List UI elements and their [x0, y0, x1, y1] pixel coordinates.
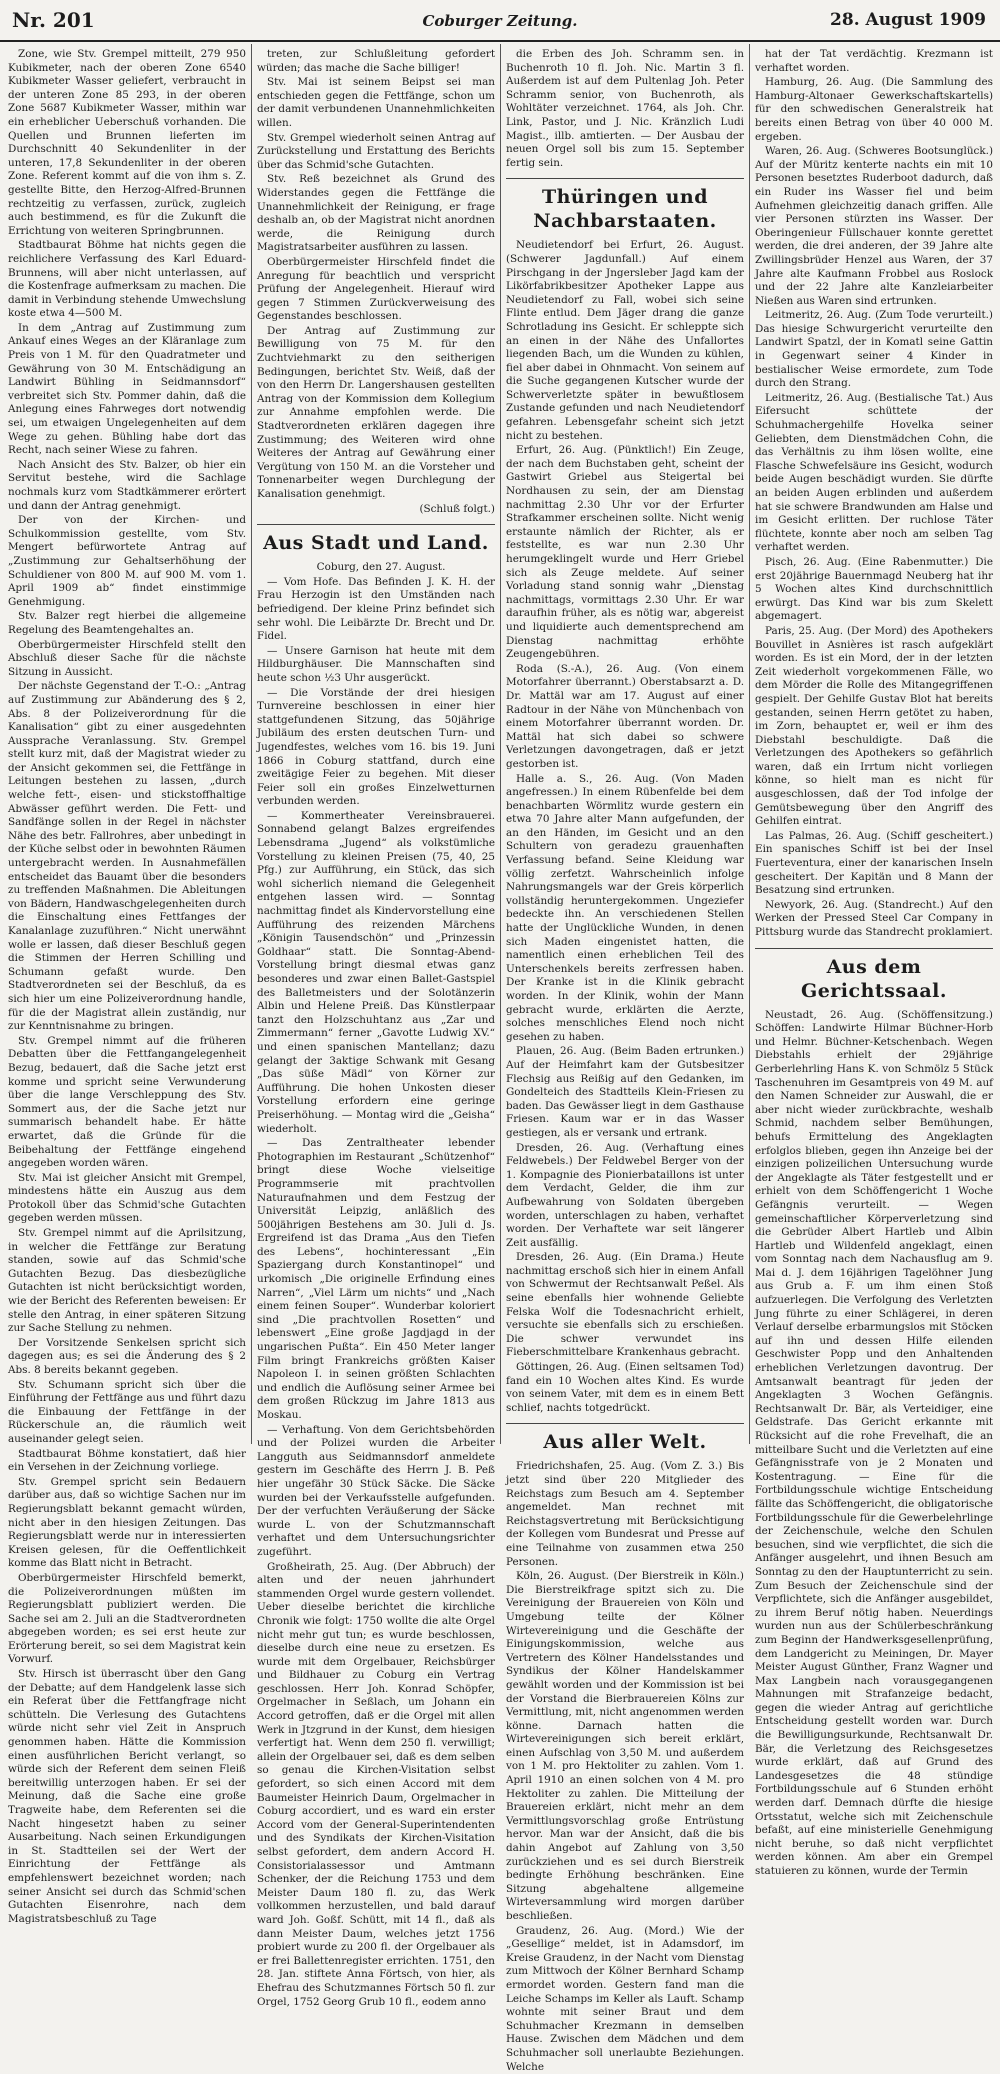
- article-paragraph: Roda (S.-A.), 26. Aug. (Von einem Motorfahrer überrannt.) Oberstabsarzt a. D. Dr. Mattäl war am 17. August auf einer Radtour in der Nähe von Münchenbach von einem Motorfahrer überrannt worden. Dr. Mattäl hat sich dabei so schwere Verletzungen davongetragen, daß er jetzt gestorben ist.: [506, 662, 744, 770]
- article-paragraph: Leitmeritz, 26. Aug. (Bestialische Tat.) Aus Eifersucht schüttete der Schuhmachergehilfe Hovelka seiner Geliebten, dem Dienstmädchen Cohn, die das Verhältnis zu ihm lösen wollte, eine Flasche Schwefelsäure ins Gesicht, wodurch beide Augen beschädigt wurden. Sie dürfte an beiden Augen erblinden und außerdem hat sie schwere Brandwunden am Halse und im Gesicht erlitten. Der ruchlose Täter flüchtete, konnte aber noch am selben Tag verhaftet werden.: [755, 391, 993, 554]
- article-paragraph: — Unsere Garnison hat heute mit dem Hildburghäuser. Die Mannschaften sind heute schon ½3 Uhr ausgerückt.: [257, 644, 495, 684]
- article-paragraph: Stv. Schumann spricht sich über die Einführung der Fettfänge aus und führt dazu die Einbauung der Fettfänge in der Rückerschule an, die räumlich weit auseinander gelegt seien.: [8, 1378, 246, 1445]
- article-paragraph: — Verhaftung. Von dem Gerichtsbehörden und der Polizei wurden die Arbeiter Langguth aus Seidmannsdorf anmeldete gestern im Geschäfte des Herrn J. B. Peß hier ungefähr 30 Stück Säcke. Die Säcke wurden bei der Verkaufsstelle aufgefunden. Der der verfuchten Veräußerung der Säcke wurde L. von der Schutzmannschaft verhaftet und dem Untersuchungsrichter zugeführt.: [257, 1423, 495, 1558]
- column-rule: [251, 44, 252, 1444]
- section-heading: Aus dem Gerichtssaal.: [755, 948, 993, 1003]
- article-paragraph: Oberbürgermeister Hirschfeld findet die Anregung für beachtlich und verspricht Prüfung der Angelegenheit. Hierauf wird gegen 7 Stimmen Zurückverweisung des Gegenstandes beschlossen.: [257, 255, 495, 323]
- article-paragraph: Göttingen, 26. Aug. (Einen seltsamen Tod) fand ein 10 Wochen altes Kind. Es wurde von seinem Vater, mit dem es in einem Bett schlief, nachts totgedrückt.: [506, 1361, 744, 1414]
- article-paragraph: Hamburg, 26. Aug. (Die Sammlung des Hamburg-Altonaer Gewerkschaftskartells) für den schwedischen Generalstreik hat bereits einen Betrag von über 40 000 M. ergeben.: [755, 76, 993, 143]
- article-paragraph: Zone, wie Stv. Grempel mitteilt, 279 950 Kubikmeter, nach der oberen Zone 6540 Kubikmeter Wasser geliefert, verbraucht in der unteren Zone 85 293, in der oberen Zone 5687 Kubikmeter Wasser, mithin war ein erheblicher Ueberschuß vorhanden. Die Quellen und Brunnen lieferten im Durchschnitt 40 Sekundenliter in der unteren, 17,8 Sekundenliter in der oberen Zone. Referent kommt auf die von ihm s. Z. gestellte Bitte, den Herzog-Alfred-Brunnen rechtzeitig zu verfassen, zurück, zugleich auch bestimmend, es für die Zukunft die Errichtung von weiteren Springbrunnen.: [8, 48, 246, 237]
- column-rule: [749, 44, 750, 1444]
- article-paragraph: (Schluß folgt.): [419, 502, 495, 515]
- article-paragraph: Der von der Kirchen- und Schulkommission gestellte, vom Stv. Mengert befürwortete Antrag auf „Zustimmung zur Gehaltserhöhung der Schuldiener von 800 M. auf 900 M. vom 1. April 1909 ab“ findet einstimmige Genehmigung.: [8, 514, 246, 608]
- article-paragraph: — Vom Hofe. Das Befinden J. K. H. der Frau Herzogin ist den Umständen nach befriedigend. Der kleine Prinz befindet sich sehr wohl. Die Leibärzte Dr. Brecht und Dr. Fidel.: [257, 575, 495, 643]
- article-paragraph: Graudenz, 26. Aug. (Mord.) Wie der „Gesellige“ meldet, ist in Adamsdorf, im Kreise Graudenz, in der Nacht vom Dienstag zum Mittwoch der Kölner Bernhard Schamp ermordet worden. Gestern fand man die Leiche Schamps im Keller als Lauft. Schamp wohnte mit seiner Braut und dem Schuhmacher Krezmann in demselben Hause. Zwischen dem Mädchen und dem Schuhmacher soll unerlaubte Beziehungen. Welche: [506, 1924, 744, 2073]
- article-paragraph: Plauen, 26. Aug. (Beim Baden ertrunken.) Auf der Heimfahrt kam der Gutsbesitzer Flechsig aus Reißig auf den Gedanken, im Gondelteich des Stadtteils Klein-Friesen zu baden. Das Gewässer liegt in dem Gasthause Friesen. Kaum war er in das Wasser gestiegen, als er versank und ertrank.: [506, 1045, 744, 1139]
- column-rule: [500, 44, 501, 1444]
- article-paragraph: Stv. Grempel wiederholt seinen Antrag auf Zurückstellung und Erstattung des Berichts über das Schmid'sche Gutachten.: [257, 131, 495, 171]
- article-paragraph: Stv. Mai ist seinem Beipst sei man entschieden gegen die Fettfänge, schon um der damit verbundenen Unannehmlichkeiten willen.: [257, 76, 495, 129]
- article-paragraph: Oberbürgermeister Hirschfeld stellt den Abschluß dieser Sache für die nächste Sitzung in Aussicht.: [8, 638, 246, 678]
- article-paragraph: Erfurt, 26. Aug. (Pünktlich!) Ein Zeuge, der nach dem Buchstaben geht, scheint der Gastwirt Griebel aus Steigertal bei Nordhausen zu sein, der am Dienstag nachmittag 2.30 Uhr vor der Erfurter Strafkammer erscheinen sollte. Nicht wenig erstaunte nämlich der Richter, als er feststellte, es war nun 2.30 Uhr herumgeklingelt wurde und Herr Griebel sich als Zeuge meldete. Auf seiner Vorladung stand sonnig wahr „Dienstag nachmittags, vormittags 2.30 Uhr. Er war daraufhin früher, als es nötig war, abgereist und liquidierte auch dementsprechend am Dienstag nachmittag erhöhte Zeugengebühren.: [506, 444, 744, 661]
- masthead: [0, 0, 1000, 42]
- article-paragraph: — Die Vorstände der drei hiesigen Turnvereine beschlossen in einer hier stattgefundenen Sitzung, das 50jährige Jubiläum des ersten deutschen Turn- und Jugendfestes, welches vom 16. bis 19. Juni 1866 in Coburg stattfand, durch eine zweitägige Feier zu begehen. Mit dieser Feier soll ein großes Einzelwetturnen verbunden werden.: [257, 686, 495, 808]
- article-paragraph: Stv. Grempel spricht sein Bedauern darüber aus, daß so wichtige Sachen nur im Regierungsblatt bekannt gemacht würden, nicht aber in den hiesigen Zeitungen. Das Regierungsblatt werde nur in interessierten Kreisen gelesen, für die Oeffentlichkeit komme das Blatt nicht in Betracht.: [8, 1475, 246, 1570]
- article-paragraph: Stv. Grempel nimmt auf die Aprilsitzung, in welcher die Fettfänge zur Beratung standen, sowie auf das Schmid'sche Gutachten Bezug. Das diesbezügliche Gutachten ist nicht berücksichtigt worden, wie der Bericht des Referenten beweisen: Er stelle den Antrag, in einer späteren Sitzung zur Sache Stellung zu nehmen.: [8, 1227, 246, 1335]
- article-paragraph: Stadtbaurat Böhme hat nichts gegen die reichlichere Verfassung des Karl Eduard-Brunnens, will aber nicht unterlassen, auf die Kostenfrage aufmerksam zu machen. Die damit in Verbindung stehende Umwechslung koste etwa 4—500 M.: [8, 239, 246, 320]
- article-paragraph: Stv. Hirsch ist überrascht über den Gang der Debatte; auf dem Handgelenk lasse sich ein Referat über die Fettfangfrage nicht schütteln. Die Verlesung des Gutachtens würde nicht sehr viel Zeit in Anspruch genommen haben. Hätte die Kommission einen ausführlichen Bericht verlangt, so würde sich der Referent dem seinen Fleiß bereitwillig unterzogen haben. Er sei der Meinung, daß die Sache eine große Tragweite habe, dem Referenten sei die Nacht hingesetzt haben zu seiner Ausarbeitung. Nach seinen Erkundigungen in St. Stadtteilen sei der Wert der Einrichtung der Fettfänge als empfehlenswert bezeichnet worden; nach seiner Ansicht sei durch das Schmid'schen Gutachten Eisenrohre, nach dem Magistratsbeschluß zu Tage: [8, 1668, 246, 1925]
- issue-number: Nr. 201: [12, 8, 95, 32]
- article-paragraph: Der Antrag auf Zustimmung zur Bewilligung von 75 M. für den Zuchtviehmarkt zu den seitherigen Bedingungen, berichtet Stv. Weiß, daß der von den Herrn Dr. Langershausen gestellten Antrag von der Kommission dem Kollegium zur Annahme empfohlen werde. Die Stadtverordneten erklären dagegen ihre Zustimmung; des Weiteren wird ohne Weiteres der Antrag auf Gewährung einer Vergütung von 150 M. an die Vorsteher und Tonnenarbeiter wegen Durchlegung der Kanalisation genehmigt.: [257, 324, 495, 500]
- issue-date: 28. August 1909: [830, 10, 986, 30]
- article-paragraph: Stv. Mai ist gleicher Ansicht mit Grempel, mindestens hätte ein Auszug aus dem Protokoll über das Schmid'sche Gutachten gegeben werden müssen.: [8, 1171, 246, 1225]
- article-paragraph: Las Palmas, 26. Aug. (Schiff gescheitert.) Ein spanisches Schiff ist bei der Insel Fuerteventura, einer der kanarischen Inseln gescheitert. Der Kapitän und 8 Mann der Besatzung sind ertrunken.: [755, 829, 993, 897]
- section-heading: Aus aller Welt.: [506, 1423, 744, 1454]
- article-paragraph: Pisch, 26. Aug. (Eine Rabenmutter.) Die erst 20jährige Bauernmagd Neuberg hat ihr 5 Wochen altes Kind durchschnittlich erwürgt. Das Kind war bis zum Skelett abgemagert.: [755, 555, 993, 623]
- article-paragraph: Nach Ansicht des Stv. Balzer, ob hier ein Servitut bestehe, wird die Sachlage nochmals kurz vom Stadtkämmerer erörtert und dann der Antrag genehmigt.: [8, 458, 246, 512]
- article-paragraph: Dresden, 26. Aug. (Verhaftung eines Feldwebels.) Der Feldwebel Berger von der 1. Kompagnie des Pionierbataillons ist unter dem Verdacht, Gelder, die ihm zur Aufbewahrung von Soldaten übergeben worden, unterschlagen zu haben, verhaftet worden. Der Verhaftete war seit längerer Zeit ausfällig.: [506, 1141, 744, 1249]
- article-paragraph: Neustadt, 26. Aug. (Schöffensitzung.) Schöffen: Landwirte Hilmar Büchner-Horb und Helmr. Büchner-Ketschenbach. Wegen Diebstahls erhielt der 29jährige Gerberlehrling Hans K. von Schmölz 5 Stück Taschenuhren im Gesamtpreis von 49 M. auf den Namen Schneider zur Auswahl, die er aber nicht wieder zurückbrachte, weshalb Schmid, nachdem selber Bemühungen, behufs Ermittelung des Angeklagten erfolglos blieben, gegen ihn Anzeige bei der einzigen polizeilichen Untersuchung wurde der Angeklagte als Täter festgestellt und er erhielt von dem Schöffengericht 1 Woche Gefängnis verurteilt. — Wegen gemeinschaftlicher Körperverletzung sind die Gebrüder Albert Hartleb und Albin Hartleb und Wildenfeld angeklagt, einen vom Sonntag nach dem Nachausflug am 9. Mai d. J. dem 16jährigen Tagelöhner Jung aus Grub a. F. um ihm einen Stoß aufzuerlegen. Die Verfolgung des Verletzten Jung führte zu einer Schlägerei, in deren Verlauf derselbe erbarmungslos mit Stöcken auf ihn und dessen Hilfe eilenden Geschwister Popp und den Anhaltenden erheblichen Verletzungen davontrug. Der Amtsanwalt beantragt für jeden der Angeklagten 3 Wochen Gefängnis. Rechtsanwalt Dr. Bär, als Verteidiger, eine Geldstrafe. Das Gericht erkannte mit Rücksicht auf die rohe Frevelhaft, die an mitteilbare Sucht und die Verletzten auf eine Gefängnisstrafe von je 2 Monaten und Kostentragung. — Eine für die Fortbildungsschule wichtige Entscheidung fällte das Schöffengericht, die obligatorische Fortbildungsschule für die Gewerbelehrlinge der Zeichenschule, welche den Schulen besuchen, sind wie verpflichtet, die sich die Anfänger ausgelehrt, und ihnen Besuch am Sonntag zu den der Hauptunterricht zu sein. Zum Besuch der Zeichenschule sind der Verpflichtete, sich die Anfänger ausgebildet, zu ihrem Beruf nötig haben. Neuerdings wurden nun aus der Schülerbeschränkung zum Beginn der Handwerksgesellenprüfung, dem Landgericht zu Meiningen, Dr. Mayer Meister August Günther, Franz Wagner und Max Langbein nach vorausgegangenen Mahnungen mit Strafanzeige bedacht, gegen die wieder Antrag auf gerichtliche Entscheidung gestellt worden war. Durch die Bewilligungsurkunde, Rechtsanwalt Dr. Bär, die Verletzung des Reichsgesetzes wurde erklärt, daß auf Grund des Landesgesetzes die 48 stündige Fortbildungsschule auf 6 Stunden erhöht werden darf. Demnach dürfte die hiesige Ortsstatut, welche sich mit Zeichenschule befaßt, auf eine ministerielle Genehmigung nicht beruhe, so daß nicht verpflichtet werden können. Am aber ein Grempel statuieren zu können, wurde der Termin: [755, 1008, 993, 1877]
- column-4: [755, 48, 993, 1877]
- article-paragraph: — Das Zentraltheater lebender Photographien im Restaurant „Schützenhof“ bringt diese Woche vielseitige Programmserie mit prachtvollen Naturaufnahmen und dem Festzug der Universität Leipzig, anläßlich des 500jährigen Bestehens am 30. Juli d. Js. Ergreifend ist das Drama „Aus den Tiefen des Lebens“, hochinteressant „Ein Spaziergang durch Konstantinopel“ und urkomisch „Die originelle Erfindung eines Narren“, „Viel Lärm um nichts“ und „Nach einem feinen Souper“. Wunderbar koloriert sind „Die prachtvollen Rosetten“ und lebenswert „Eine große Jagdjagd in der ungarischen Pußta“. Ein 450 Meter langer Film bringt Frankreichs größten Kaiser Napoleon I. in seinen größten Schlachten und endlich die Auflösung seiner Armee bei dem großen Rückzug im Jahre 1813 aus Moskau.: [257, 1137, 495, 1421]
- article-paragraph: Großheirath, 25. Aug. (Der Abbruch) der alten und der neuen jahrhundert stammenden Orgel wurde gestern vollendet. Ueber dieselbe berichtet die kirchliche Chronik wie folgt: 1750 wollte die alte Orgel nicht mehr gut tun; es wurde beschlossen, dieselbe durch eine neue zu ersetzen. Es wurde mit dem Orgelbauer, Reichsbürger und Bildhauer zu Coburg ein Vertrag geschlossen. Herr Joh. Konrad Schöpfer, Orgelmacher in Seßlach, um Johann ein Accord getroffen, daß er die Orgel mit allen Werk in Jtzgrund in der Kunst, dem hiesigen verfertigt hat. Wenn dem 250 fl. verwilligt; allein der Orgelbauer sei, daß es dem selben so genau die Kirchen-Visitation selbst gefordert, so sich einen Accord mit dem Baumeister Heinrich Daum, Orgelmacher in Coburg accordiert, und es ward ein erster Accord vom der General-Superintendenten und des Syndikats der Kirchen-Visitation selbst gefordert, dem andern Accord H. Consistorialassessor und Amtmann Schenker, der die Reichung 1753 und dem Meister Daum 180 fl. zu, das Werk vollkommen herzustellen, und bald darauf ward Joh. Goßf. Schütt, mit 14 fl., daß als dann Meister Daum, welches jetzt 1756 probiert wurde zu 200 fl. der Orgelbauer als er frei Ballettenregister errichten. 1751, den 28. Jan. stiftete Anna Förtsch, von hier, als Ehefrau des Schutzmannes Förtsch 50 fl. zur Orgel, 1752 Georg Grub 10 fl., eodem anno: [257, 1560, 495, 2008]
- article-paragraph: Stadtbaurat Böhme konstatiert, daß hier ein Versehen in der Zeichnung vorliege.: [8, 1447, 246, 1474]
- article-paragraph: Leitmeritz, 26. Aug. (Zum Tode verurteilt.) Das hiesige Schwurgericht verurteilte den Landwirt Spatzl, der in Komatl seine Gattin in Gegenwart seiner 4 Kinder in bestialischer Weise ermordete, zum Tode durch den Strang.: [755, 309, 993, 390]
- article-paragraph: Stv. Grempel nimmt auf die früheren Debatten über die Fettfangangelegenheit Bezug, bedauert, daß die Sache jetzt erst komme und spricht seine Verwunderung über die lange Verschleppung des Stv. Sommert aus, der die Sache jetzt nur summarisch behandelt habe. Er hätte erwartet, daß die Gründe für die Beibehaltung der Fettfänge eingehend angegeben worden wären.: [8, 1034, 246, 1170]
- article-paragraph: Köln, 26. August. (Der Bierstreik in Köln.) Die Bierstreikfrage spitzt sich zu. Die Vereinigung der Brauereien von Köln und Umgebung teilte der Kölner Wirtevereinigung und die Geschäfte der Einigungskommission, welche aus Vertretern des Kölner Handelsstandes und Syndikus der Kölner Handelskammer gewählt worden und der Kommission ist bei der Vorstand die Bierbrauereien Kölns zur Vermittlung, mit, nicht angenommen werden könne. Darnach hatten die Wirtevereinigungen sich bereit erklärt, einen Aufschlag von 3,50 M. und außerdem von 1 M. pro Hektoliter zu zahlen. Vom 1. April 1910 an einen solchen von 4 M. pro Hektoliter zu zahlen. Die Mitteilung der Brauereien erklärt, nicht mehr an dem Vermittlungsvorschlag große Entrüstung hervor. Man war der Ansicht, daß die bis dahin Angebot auf Zahlung von 3,50 zurückziehen und es sei durch Bierstreik bedingte Erhöhung beschränken. Eine Sitzung abgehaltene allgemeine Wirteversammlung wird morgen darüber beschließen.: [506, 1570, 744, 1922]
- article-paragraph: In dem „Antrag auf Zustimmung zum Ankauf eines Weges an der Kläranlage zum Preis von 1 M. für den Quadratmeter und Gewährung von 30 M. Entschädigung an Landwirt Bühling in Seidmannsdorf“ verbreitet sich Stv. Pommer dahin, daß die Anlegung eines Fahrweges dort notwendig sei, um etwaigen Ungelegenheiten auf dem Wege zu gehen. Bühling habe dort das Recht, nach seiner Wiese zu fahren.: [8, 321, 246, 457]
- article-paragraph: — Kommertheater Vereinsbrauerei. Sonnabend gelangt Balzes ergreifendes Lebensdrama „Jugend“ als volkstümliche Vorstellung zu kleinen Preisen (75, 40, 25 Pfg.) zur Aufführung, ein Stück, das sich wohl sicherlich niemand die Gelegenheit entgehen lassen wird. — Sonntag nachmittag findet als Kindervorstellung eine Aufführung des reizenden Märchens „Königin Tausendschön“ und „Prinzessin Goldhaar“ statt. Die Sonntag-Abend-Vorstellung bringt diesmal etwas ganz besonderes und zwar einen Ballet-Gastspiel des Balletmeisters und der Solotänzerin Albin und Helene Preiß. Das Künstlerpaar tanzt den Holzschuhtanz aus „Zar und Zimmermann“ ferner „Gavotte Ludwig XV.“ und einen spanischen Mantellanz; dazu gelangt der 3aktige Schwank mit Gesang „Das süße Mädl“ von Körner zur Aufführung. Die hohen Unkosten dieser Vorstellung erfordern eine geringe Preiserhöhung. — Montag wird die „Geisha“ wiederholt.: [257, 809, 495, 1135]
- article-paragraph: Neudietendorf bei Erfurt, 26. August. (Schwerer Jagdunfall.) Auf einem Pirschgang in der Jngersleber Jagd kam der Likörfabrikbesitzer Apotheker Lappe aus Neudietendorf zu Fall, wobei sich seine Flinte entlud. Dem Jäger drang die ganze Schrotladung ins Gesicht. Er schleppte sich an einen in der Nähe des Unfallortes liegenden Bach, um die Wunden zu kühlen, fiel aber dabei in Ohnmacht. Von seinem auf die Suche gegangenen Kutscher wurde der Schwerverletzte später in bewußtlosem Zustande gefunden und nach Neudietendorf gefahren. Lebensgefahr scheint sich jetzt nicht zu bestehen.: [506, 239, 744, 442]
- article-paragraph: Newyork, 26. Aug. (Standrecht.) Auf den Werken der Pressed Steel Car Company in Pittsburg wurde das Standrecht proklamiert.: [755, 898, 993, 938]
- section-heading: Thüringen und Nachbarstaaten.: [506, 178, 744, 233]
- newspaper-title: Coburger Zeitung.: [422, 12, 578, 30]
- column-3: [506, 48, 744, 2073]
- article-paragraph: die Erben des Joh. Schramm sen. in Buchenroth 10 fl. Joh. Nic. Martin 3 fl. Außerdem ist auf dem Pultenlag Joh. Peter Schramm senior, von Buchenroth, als Wohltäter verzeichnet. 1764, als Joh. Chr. Link, Pastor, und J. Nic. Kränzlich Ludi Magist., illb. amtierten. — Der Ausbau der neuen Orgel soll bis zum 15. September fertig sein.: [506, 48, 744, 169]
- section-heading: Aus Stadt und Land.: [257, 524, 495, 555]
- article-paragraph: Stv. Reß bezeichnet als Grund des Widerstandes gegen die Fettfänge die Unannehmlichkeit der Reinigung, er frage deshalb an, ob der Magistrat nicht anordnen werde, die Reinigung durch Magistratsarbeiter ausführen zu lassen.: [257, 173, 495, 254]
- dateline: Coburg, den 27. August.: [316, 561, 446, 574]
- article-paragraph: Halle a. S., 26. Aug. (Von Maden angefressen.) In einem Rübenfelde bei dem benachbarten Wörmlitz wurde gestern ein etwa 70 Jahre alter Mann aufgefunden, der an den Händen, im Gesicht und an den Schultern von geradezu grauenhaften Verfassung befand. Seine Kleidung war völlig zerfetzt. Wahrscheinlich infolge Nahrungsmangels war der Greis körperlich vollständig heruntergekommen. Ungeziefer bedeckte ihn. An verschiedenen Stellen hatte der Unglückliche Wunden, in denen sich Maden eingenistet hatten, die namentlich einen erheblichen Teil des Unterschenkels bereits zerfressen haben. Der Kranke ist in die Klinik gebracht worden. In der Klinik, wohin der Mann gebracht wurde, erklärten die Aerzte, solches menschliches Elend noch nicht gesehen zu haben.: [506, 772, 744, 1043]
- article-paragraph: Dresden, 26. Aug. (Ein Drama.) Heute nachmittag erschoß sich hier in einem Anfall von Schwermut der Rechtsanwalt Peßel. Als seine ebenfalls hier wohnende Geliebte Felska Wolf die Todesnachricht erhielt, versuchte sie ebenfalls sich zu erschießen. Die schwer verwundet ins Fieberschmittelbare Krankenhaus gebracht.: [506, 1251, 744, 1359]
- article-paragraph: Der nächste Gegenstand der T.-O.: „Antrag auf Zustimmung zur Abänderung des § 2, Abs. 8 der Polizeiverordnung für die Kanalisation“ gibt zu einer ausgedehnten Aussprache Veranlassung. Stv. Grempel stellt kurz mit, daß der Magistrat wieder zu der Ansicht gekommen sei, die Fettfänge in Leitungen bestehen zu lassen, „durch welche fett-, eisen- und stickstoffhaltige Abwässer geführt werden. Die Fett- und Sandfänge sollen in der Regel in nächster Nähe des betr. Fallrohres, aber unbedingt in der Küche selbst oder in bewohnten Räumen untergebracht werden. In Ausnahmefällen entscheidet das Bauamt über die besonders zu treffenden Maßnahmen. Die Ableitungen von Bädern, Handwaschgelegenheiten durch die Einschaltung eines Fettfanges der Kanalanlage zuzuführen.“ Nicht unerwähnt wolle er lassen, daß dieser Beschluß gegen die Stimmen der Herren Schilling und Schumann gefaßt wurde. Den Stadtverordneten sei der Beschluß, da es sich hier um eine Polizeiverordnung handle, für die der Magistrat allein zuständig, nur zur Kenntnisnahme zu bringen.: [8, 680, 246, 1033]
- article-paragraph: Der Vorsitzende Senkelsen spricht sich dagegen aus; es sei die Änderung des § 2 Abs. 8 bereits bekannt gegeben.: [8, 1336, 246, 1376]
- article-paragraph: Oberbürgermeister Hirschfeld bemerkt, die Polizeiverordnungen müßten im Regierungsblatt publiziert werden. Die Sache sei am 2. Juli an die Stadtverordneten abgegeben worden; es sei erst heute zur Erörterung bereit, so sei dem Magistrat kein Vorwurf.: [8, 1571, 246, 1666]
- article-paragraph: treten, zur Schlußleitung gefordert würden; das mache die Sache billiger!: [257, 48, 495, 74]
- article-paragraph: Stv. Balzer regt hierbei die allgemeine Regelung des Beamtengehaltes an.: [8, 610, 246, 636]
- article-paragraph: Waren, 26. Aug. (Schweres Bootsunglück.) Auf der Müritz kenterte nachts ein mit 10 Personen besetztes Ruderboot dadurch, daß ein Ruder ins Wasser fiel und beim Aufnehmen gleichzeitig danach griffen. Alle vier Personen stürzten ins Wasser. Der Oberingenieur Füllschauer konnte gerettet werden, die drei anderen, der 39 Jahre alte Zwillingsbrüder Henzel aus Waren, der 37 Jahre alte Kaufmann Frobbel aus Roslock und der 22 Jahre alte Kanzleiarbeiter Nießen aus Waren sind ertrunken.: [755, 145, 993, 307]
- column-1: [8, 48, 246, 1925]
- article-paragraph: Friedrichshafen, 25. Aug. (Vom Z. 3.) Bis jetzt sind über 220 Mitglieder des Reichstags zum Besuch am 4. September angemeldet. Man rechnet mit Reichstagsvertretung mit Berücksichtigung der Kollegen vom Bundesrat und Presse auf eine Teilnahme von zusammen etwa 250 Personen.: [506, 1460, 744, 1568]
- column-2: [257, 48, 495, 2008]
- article-paragraph: Paris, 25. Aug. (Der Mord) des Apothekers Bouvillet in Asnières ist rasch aufgeklärt worden. Es ist ein Mord, der in der letzten Zeit wiederholt vorgekommenen Fälle, wo dem Mörder die Rolle des Mitangegriffenen gespielt. Der Gehilfe Gustav Blot hat bereits gestanden, seinen Herrn getötet zu haben, im Zorn, behauptet er, weil er ihm des Diebstahl beschuldigte. Daß die Verletzungen des Apothekers so gefährlich waren, daß ein Irrtum nicht vorliegen könne, so hielt man es nicht für ausgeschlossen, daß der Tod infolge der Gemütsbewegung über den Angriff des Gehilfen eintrat.: [755, 624, 993, 828]
- article-paragraph: hat der Tat verdächtig. Krezmann ist verhaftet worden.: [755, 48, 993, 74]
